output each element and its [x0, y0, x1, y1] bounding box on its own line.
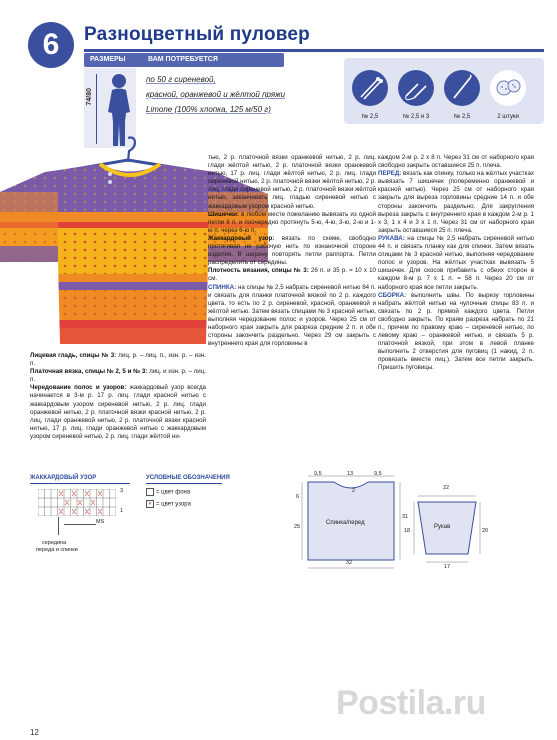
buttons-icon [490, 70, 526, 106]
sleeve-label: Рукав [434, 524, 451, 530]
front-dim-upper: 6 [296, 494, 300, 500]
center-marker-line [58, 517, 59, 535]
gauge-text: 26 п. и 35 р. = 10 х 10 см. [208, 267, 376, 283]
garter-heading: Платочная вязка, спицы № 2, 5 и № 3: [30, 368, 148, 376]
pattern-swatch-icon: ✕ [147, 501, 153, 507]
front-dim-height: 31 [402, 514, 409, 520]
legend-background [146, 488, 190, 496]
front-heading: ПЕРЕД: [378, 170, 402, 178]
text-column-right [378, 154, 534, 373]
materials-line-1: по 50 г сиреневой, [146, 75, 216, 84]
front-dim-shoulder-right: 9,5 [374, 471, 382, 477]
sleeves-heading: РУКАВА: [378, 234, 405, 242]
front-dim-neck: 13 [347, 471, 354, 477]
garter-text: лиц. и изн. р. – лиц. п. [30, 368, 207, 384]
materials-line-2: красной, оранжевой и жёлтой пряжи [146, 90, 286, 99]
assembly-text: выполнить швы. По вырезу горловины набрать жёлтой нитью на чулочные спицы 83 п. и связать по 2 р. прямой каждого цвета. Петли свободно закрыть. По краям разреза набрать по 21 п., причем по правому краю – сиреневой нитью, по левому краю – оранжевой нитью, и связать 5 р. платочной вязкой, при этом в левой планке выполнить 2 отверстия для пуговиц (1 накид, 2 п. провязать вместе лиц.). Затем все петли закрыть. Пришить пуговицы. [378, 291, 534, 372]
front-dim-neck-depth: 2 [352, 488, 356, 494]
size-value: 74/80 [86, 88, 93, 106]
stockinette-text: лиц. р. – лиц. п., изн. р. – изн. п. [30, 352, 206, 368]
sleeve-dim-top: 22 [443, 485, 450, 491]
page-number: 12 [30, 728, 39, 737]
gauge-heading: Плотность вязания, спицы № 3: [208, 267, 309, 275]
legend-title: УСЛОВНЫЕ ОБОЗНАЧЕНИЯ [146, 475, 230, 481]
jacquard-chart-title: ЖАККАРДОВЫЙ УЗОР [30, 475, 97, 481]
stripes-heading: Чередование полос и узоров: [30, 384, 127, 392]
sizes-tag: РАЗМЕРЫ [84, 53, 148, 67]
back-text: на спицы № 2,5 набрать сиреневой нитью 84 п. и связать для планки платочной вязкой по 2 р. каждого цвета, то есть по 2 р. сиреневой, красной, оранжевой и жёлтой нитью. Затем вязать спицами № 3 красной нитью, выполняя чередование полос и узоров. Через 25 см от наборного края закрыть для разреза средние 2 п. и обе стороны закончить раздельно. Через 29 см закрыть с внутреннего края для горловины в [208, 283, 376, 348]
bobbles-text: в любом месте пожеланию вывязать из одной петли 6 п. и поочередно протянуть 5-ю, 4-ю, 3-ю, 2-ю и 1-ю п. через 6-ю п. [208, 210, 376, 234]
back-heading: СПИНКА: [208, 283, 237, 291]
circular-needle-icon [398, 70, 434, 106]
title-divider [84, 49, 544, 52]
ms-label: MS [96, 519, 105, 525]
tool-label-1: № 2,5 [361, 114, 379, 120]
jacquard-text: вязать по схеме, свободно протягивая не рабочую нить по изнаночной стороне изделия. В ширину повторять петли раппорта. Петли распределить от середины. [208, 234, 376, 267]
jacquard-chart-grid [38, 489, 116, 516]
front-dim-lower: 25 [294, 524, 301, 530]
legend-pattern-text: = цвет узора [156, 501, 191, 508]
front-dim-width: 32 [346, 560, 353, 566]
stripes-text: жаккардовый узор всегда начинается в 3-м р. 17 р. лиц. глади красной нитью с жаккардовым узором сиреневой нитью, 2 р. лиц. глади оранжевой нитью, 2 р. платочной вязки красной нитью, 2 р. лиц. глади оранжевой нитью, 2 р. платочной вязки красной нитью, 17 р. лиц. глади оранжевой нитью с жаккардовым узором сиреневой нитью, 2 р. лиц. глади жёлтой ни- [30, 384, 206, 440]
jacquard-heading: Жаккардовый узор: [208, 234, 275, 242]
sleeve-dim-bottom: 17 [444, 564, 451, 570]
center-label-line-1: середина [42, 540, 67, 546]
page-title: Разноцветный пуловер [84, 24, 310, 45]
back-continued: каждом 2-м р. 2 х 8 п. Через 31 см от наборного края свободно закрыть оставшиеся 25 п. плеча. [378, 154, 534, 170]
text-column-middle [208, 154, 376, 348]
crochet-hook-icon [444, 70, 480, 106]
legend-pattern [146, 500, 191, 508]
watermark: Postila.ru [336, 684, 486, 722]
materials-line-3: Limone (100% хлопка, 125 м/50 г) [146, 105, 271, 114]
materials-tag: ВАМ ПОТРЕБУЕТСЯ [142, 53, 284, 67]
tool-label-3: № 2,5 [453, 114, 471, 120]
center-label-line-2: переда и спинки [36, 547, 78, 553]
front-back-label: Спинка/перед [326, 520, 365, 526]
background-swatch [146, 488, 154, 496]
sleeve-dim-right: 20 [482, 528, 489, 534]
jacquard-title-rule [30, 483, 130, 484]
legend-title-rule [146, 483, 222, 484]
sleeve-schematic [412, 492, 482, 572]
front-dim-shoulder-left: 9,5 [314, 471, 322, 477]
pattern-number-badge: 6 [28, 22, 74, 68]
sleeve-dim-left: 18 [404, 528, 411, 534]
assembly-heading: СБОРКА: [378, 291, 407, 299]
knitting-needles-icon [352, 70, 388, 106]
sleeves-text: на спицы № 2,5 набрать сиреневой нитью 44 п. и связать планку как для спинки. Затем вязать спицами № 3 красной нитью, выполняя чередование полос и узоров. На жёлтых участках вывязать 5 шишечек. Для скосов прибавить с обеих сторон в каждом 8-м р. 7 х 1 п. = 58 п. Через 20 см от наборного края все петли закрыть. [378, 234, 534, 291]
repeat-bracket [64, 524, 96, 525]
legend-background-text: = цвет фона [156, 489, 191, 496]
tool-label-2: № 2,5 и 3 [402, 114, 430, 120]
tool-label-4: 2 штуки [497, 114, 519, 120]
stripes-continued: тью, 2 р. платочной вязки оранжевой нитью, 2 р. лиц. глади жёлтой нитью, 2 р. платочной вязки оранжевой нитью, 17 р. лиц. глади жёлтой нитью, 2 р. лиц. глади сиреневой нитью, 2 р. платочной вязки жёлтой нитью, 2 р. лиц. глади сиреневой нитью, 2 р. платочной вязки жёлтой нитью, заканчивать лиц. гладью сиреневой нитью с жаккардовым узором красной нитью. [208, 154, 376, 210]
stockinette-heading: Лицевая гладь, спицы № 3: [30, 352, 117, 359]
materials-text [146, 72, 346, 117]
bobbles-heading: Шишечки: [208, 210, 240, 218]
chart-row-3-label: 3 [120, 488, 124, 494]
front-text: вязать как спинку, только на жёлтых участках вывязать 7 шишечек (попеременно оранжевой и красной нитью). Через 25 см от наборного края закрыть для выреза горловины средние 14 п. и обе стороны закончить раздельно. Для закругления выреза закрыть с внутреннего края в каждом 2-м р. 1 х 3, 1 х 4 и 3 х 1 п. Через 31 см от наборного края закрыть оставшиеся 25 п. плеча. [378, 170, 534, 234]
chart-row-1-label: 1 [120, 508, 124, 514]
text-column-left [30, 352, 206, 441]
